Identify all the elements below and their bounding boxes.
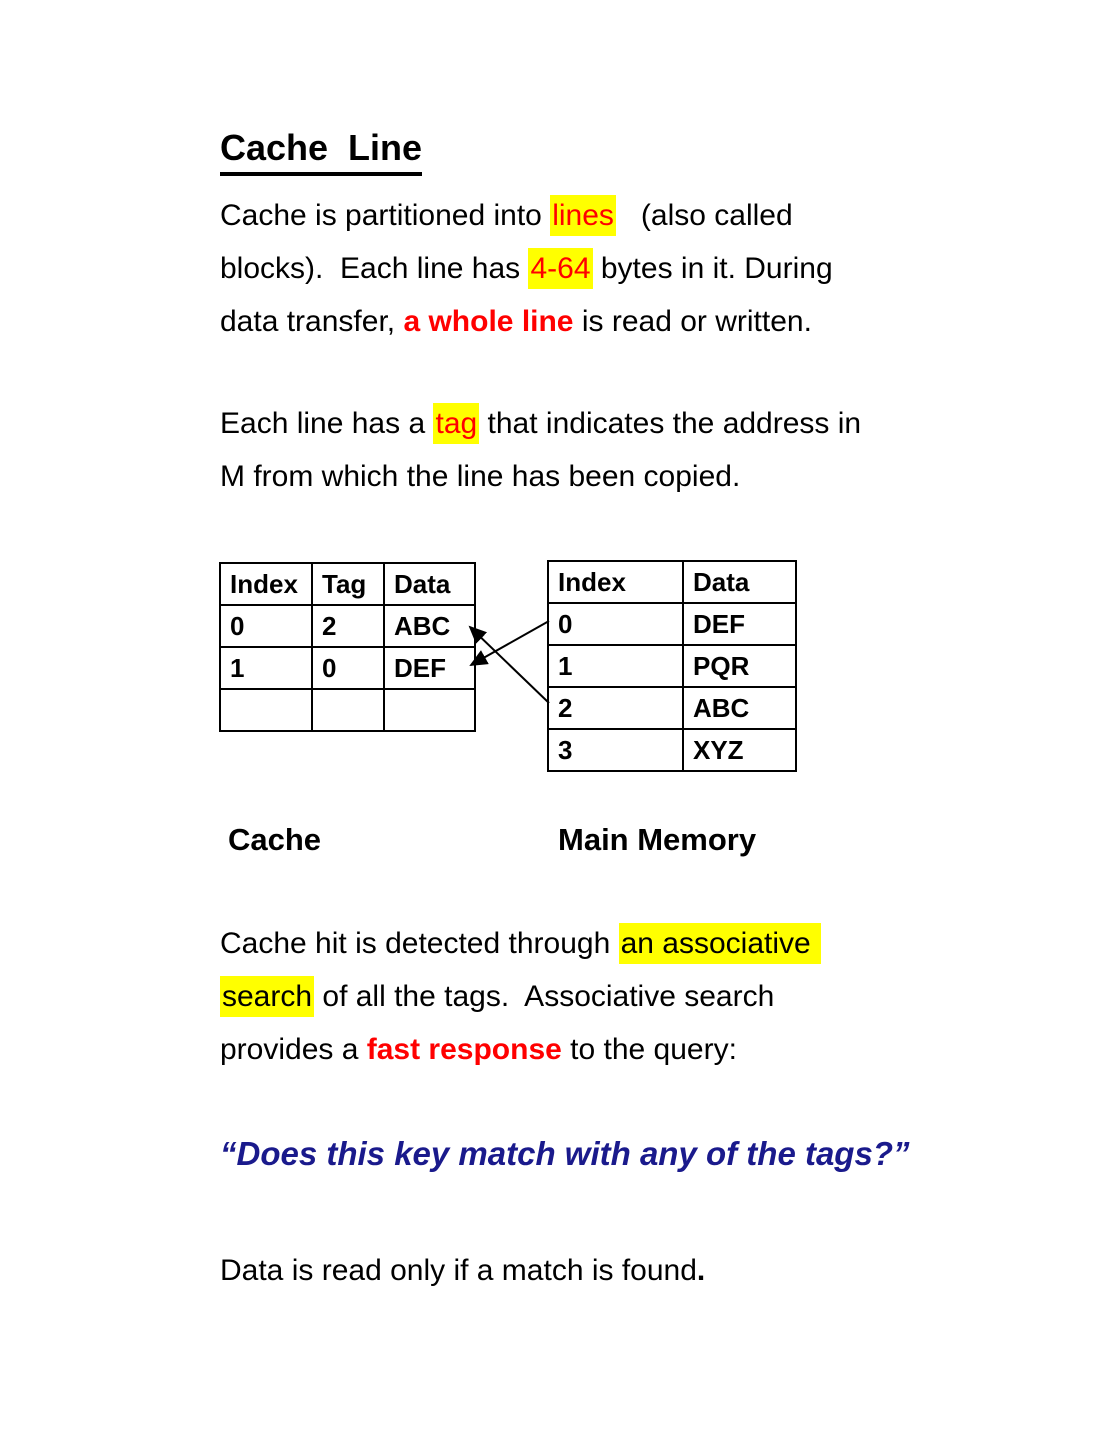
cache-cell: 0 bbox=[220, 605, 312, 647]
cache-cell: DEF bbox=[384, 647, 475, 689]
memory-cell: 2 bbox=[548, 687, 683, 729]
bold-period: . bbox=[696, 1254, 706, 1287]
cache-cell: 2 bbox=[312, 605, 384, 647]
text-line bbox=[220, 970, 821, 1023]
main-memory-table bbox=[547, 560, 797, 772]
cache-cell bbox=[312, 689, 384, 731]
cache-header-data: Data bbox=[384, 563, 475, 605]
cache-cell: 1 bbox=[220, 647, 312, 689]
memory-header-index: Index bbox=[548, 561, 683, 603]
text-run: is read or written. bbox=[573, 305, 812, 338]
memory-table-row bbox=[548, 645, 796, 687]
cache-table bbox=[219, 562, 476, 732]
cache-cell: ABC bbox=[384, 605, 475, 647]
memory-cell: 0 bbox=[548, 603, 683, 645]
paragraph-cache-partition bbox=[220, 189, 833, 348]
cache-table-header-row bbox=[220, 563, 475, 605]
text-line bbox=[220, 397, 861, 450]
text-line bbox=[220, 917, 821, 970]
query-quote: “Does this key match with any of the tags?” bbox=[220, 1135, 910, 1172]
memory-table-row bbox=[548, 603, 796, 645]
page-title-text: Cache Line bbox=[220, 127, 422, 176]
text-run: of all the tags. Associative search bbox=[314, 980, 775, 1013]
text-line bbox=[220, 189, 833, 242]
text-run: Cache is partitioned into bbox=[220, 199, 551, 232]
highlighted-term-tag: tag bbox=[433, 403, 479, 444]
text-run: that indicates the address in bbox=[479, 407, 862, 440]
text-run: provides a bbox=[220, 1033, 367, 1066]
highlighted-term-search: search bbox=[220, 976, 314, 1017]
text-run: Data is read only if a match is found bbox=[220, 1254, 697, 1287]
text-run: (also called bbox=[615, 199, 793, 232]
cache-table-caption: Cache bbox=[228, 822, 322, 857]
memory-cell: 3 bbox=[548, 729, 683, 771]
main-memory-table-caption: Main Memory bbox=[558, 822, 757, 857]
arrow-memory2-to-cache-abc-icon bbox=[470, 627, 549, 703]
cache-table-row bbox=[220, 605, 475, 647]
memory-cell: 1 bbox=[548, 645, 683, 687]
text-line bbox=[220, 295, 833, 348]
text-line: M from which the line has been copied. bbox=[220, 460, 741, 493]
highlighted-term-lines: lines bbox=[550, 195, 616, 236]
text-run: to the query: bbox=[561, 1033, 737, 1066]
cache-cell bbox=[384, 689, 475, 731]
emphasis-a-whole-line: a whole line bbox=[403, 305, 574, 338]
text-line bbox=[220, 242, 833, 295]
closing-line bbox=[220, 1244, 705, 1297]
text-run: Each line has a bbox=[220, 407, 434, 440]
memory-table-row bbox=[548, 729, 796, 771]
memory-cell: XYZ bbox=[683, 729, 796, 771]
memory-cell: ABC bbox=[683, 687, 796, 729]
cache-cell bbox=[220, 689, 312, 731]
cache-header-tag: Tag bbox=[312, 563, 384, 605]
highlighted-term-4-64: 4-64 bbox=[528, 248, 592, 289]
cache-cell: 0 bbox=[312, 647, 384, 689]
text-run: data transfer, bbox=[220, 305, 404, 338]
page-title bbox=[220, 128, 422, 168]
cache-table-row bbox=[220, 647, 475, 689]
highlighted-term-an-associative: an associative bbox=[619, 923, 821, 964]
memory-header-data: Data bbox=[683, 561, 796, 603]
paragraph-tag bbox=[220, 397, 861, 503]
text-line bbox=[220, 1244, 705, 1297]
text-run: Cache hit is detected through bbox=[220, 927, 619, 960]
text-run: bytes in it. During bbox=[592, 252, 833, 285]
arrow-memory0-to-cache-def-icon bbox=[471, 621, 549, 665]
emphasis-fast-response: fast response bbox=[366, 1033, 562, 1066]
cache-header-index: Index bbox=[220, 563, 312, 605]
memory-table-row bbox=[548, 687, 796, 729]
cache-table-row-empty bbox=[220, 689, 475, 731]
memory-cell: DEF bbox=[683, 603, 796, 645]
memory-cell: PQR bbox=[683, 645, 796, 687]
text-run: blocks). Each line has bbox=[220, 252, 529, 285]
memory-table-header-row bbox=[548, 561, 796, 603]
paragraph-cache-hit bbox=[220, 917, 821, 1076]
text-line bbox=[220, 1023, 821, 1076]
